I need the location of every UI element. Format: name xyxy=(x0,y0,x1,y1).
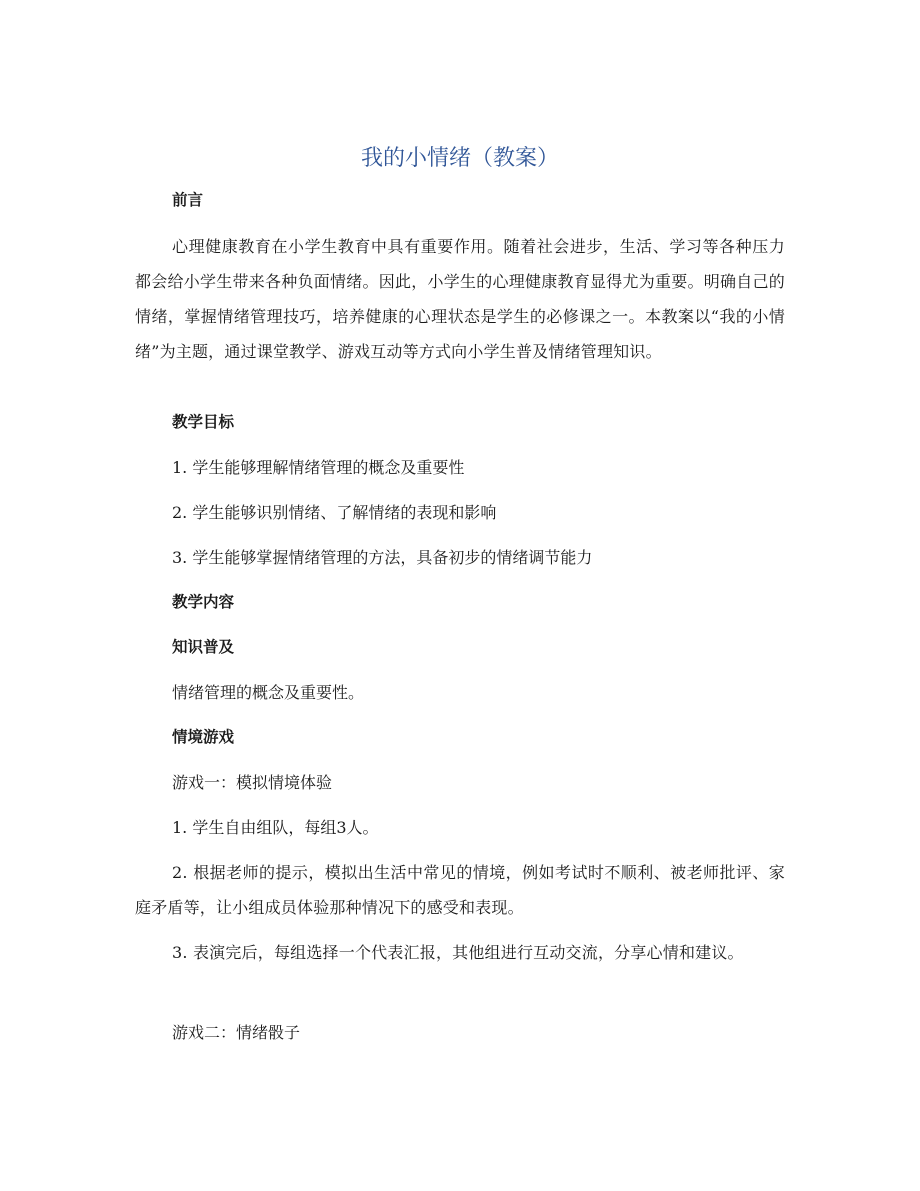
objective-item-3: 3. 学生能够掌握情绪管理的方法，具备初步的情绪调节能力 xyxy=(172,548,593,567)
document-title: 我的小情绪（教案） xyxy=(360,146,559,171)
subsection-heading-knowledge: 知识普及 xyxy=(172,638,235,656)
game1-title: 游戏一：模拟情境体验 xyxy=(172,773,333,792)
game1-step-2: 2. 根据老师的提示，模拟出生活中常见的情境，例如考试时不顺利、被老师批评、家庭矛盾等，让小组成员体验那种情况下的感受和表现。 xyxy=(135,863,785,917)
section-heading-objectives: 教学目标 xyxy=(172,413,235,431)
game1-step-1: 1. 学生自由组队，每组3人。 xyxy=(172,818,379,837)
section-heading-preface: 前言 xyxy=(172,191,204,209)
section-heading-content: 教学内容 xyxy=(172,593,235,611)
game2-title: 游戏二：情绪骰子 xyxy=(172,1023,301,1042)
knowledge-text: 情绪管理的概念及重要性。 xyxy=(172,683,365,702)
subsection-heading-games: 情境游戏 xyxy=(172,728,235,746)
preface-paragraph: 心理健康教育在小学生教育中具有重要作用。随着社会进步，生活、学习等各种压力都会给小学生带来各种负面情绪。因此，小学生的心理健康教育显得尤为重要。明确自己的情绪，掌握情绪管理技巧，培养健康的心理状态是学生的必修课之一。本教案以“我的小情绪”为主题，通过课堂教学、游戏互动等方式向小学生普及情绪管理知识。 xyxy=(135,237,785,361)
objective-item-1: 1. 学生能够理解情绪管理的概念及重要性 xyxy=(172,458,465,477)
game1-step-3: 3. 表演完后，每组选择一个代表汇报，其他组进行互动交流，分享心情和建议。 xyxy=(172,943,744,962)
objective-item-2: 2. 学生能够识别情绪、了解情绪的表现和影响 xyxy=(172,503,497,522)
